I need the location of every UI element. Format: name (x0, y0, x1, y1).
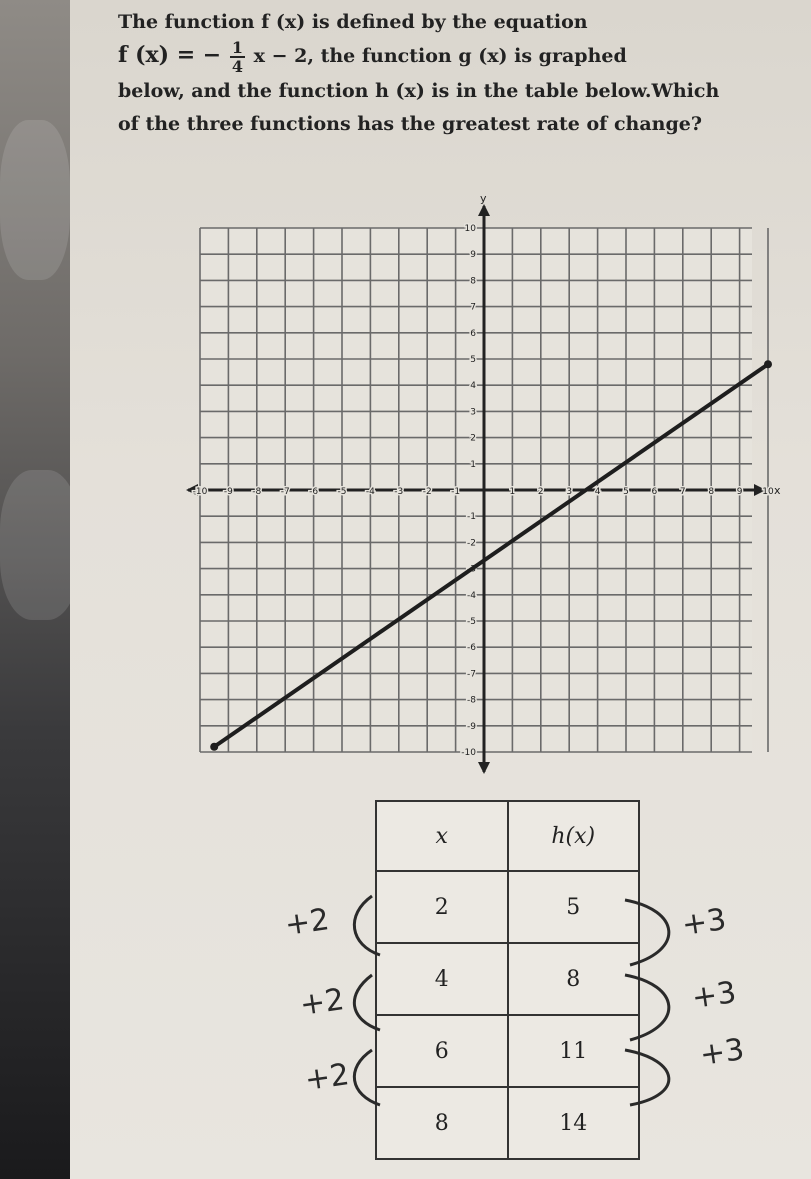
y-tick-label: 1 (470, 459, 476, 470)
x-tick-label: -3 (394, 487, 404, 497)
handwritten-right-3: +3 (697, 1032, 747, 1073)
x-tick-label: -10 (192, 487, 208, 497)
x-tick-label: -7 (280, 487, 290, 497)
y-tick-label: -3 (467, 564, 476, 575)
x-tick-label: 9 (736, 487, 743, 497)
y-tick-label: 6 (470, 328, 476, 339)
x-tick-label: 8 (708, 487, 715, 497)
y-tick-label: 5 (470, 355, 476, 365)
table-cell-x: 4 (376, 943, 508, 1015)
handwritten-left-2: +2 (297, 982, 347, 1023)
handwritten-right-1: +3 (679, 902, 729, 943)
y-axis-label: y (480, 192, 487, 205)
question-line-1: The function f (x) is defined by the equation (118, 11, 588, 33)
fraction-denominator: 4 (231, 57, 244, 76)
y-tick-label: -2 (467, 538, 476, 549)
x-tick-label: -9 (223, 487, 233, 497)
x-tick-label: -1 (451, 487, 461, 497)
x-tick-label: 5 (623, 487, 629, 497)
right-bracket-mark (625, 900, 669, 965)
table-cell-h: 14 (508, 1087, 640, 1159)
table-cell-h: 5 (508, 871, 640, 943)
table-cell-x: 6 (376, 1015, 508, 1087)
equation-lhs: f (x) = − (118, 42, 222, 68)
y-tick-label: -9 (467, 721, 476, 732)
x-tick-label: -8 (252, 487, 262, 497)
table-cell-x: 8 (376, 1087, 508, 1159)
y-tick-label: -7 (467, 669, 476, 680)
left-bracket-mark (354, 975, 380, 1030)
table-header-h: h(x) (508, 801, 640, 871)
y-tick-label: -8 (467, 695, 476, 706)
x-tick-label: 1 (509, 487, 516, 497)
left-bracket-mark (354, 1050, 380, 1105)
y-tick-label: -1 (467, 512, 476, 523)
right-bracket-mark (625, 975, 669, 1040)
x-axis-label: x (774, 484, 781, 497)
x-tick-label: -6 (309, 487, 319, 497)
x-tick-label: -2 (422, 487, 432, 497)
y-tick-label: 8 (470, 276, 476, 287)
y-tick-label: 3 (470, 407, 476, 418)
handwritten-right-2: +3 (689, 975, 739, 1016)
x-tick-label: -4 (365, 487, 375, 497)
y-tick-label: 10 (464, 224, 476, 234)
x-tick-label: 2 (537, 487, 544, 497)
table-cell-h: 8 (508, 943, 640, 1015)
y-tick-label: 9 (470, 250, 476, 261)
y-tick-label: 4 (470, 381, 476, 392)
y-tick-label: -6 (467, 643, 476, 654)
left-bracket-mark (354, 896, 380, 955)
x-tick-label: -5 (337, 487, 347, 497)
y-tick-label: -5 (467, 617, 476, 627)
x-tick-label: 4 (594, 487, 601, 497)
table-header-x: x (376, 801, 508, 871)
fraction-numerator: 1 (231, 38, 244, 57)
y-tick-label: 7 (470, 302, 476, 313)
x-tick-label: 7 (679, 487, 686, 497)
table-cell-x: 2 (376, 871, 508, 943)
y-tick-label: -10 (461, 748, 476, 758)
x-tick-label: 3 (566, 487, 573, 497)
right-bracket-mark (625, 1050, 669, 1105)
y-tick-label: 2 (470, 433, 476, 444)
x-tick-label: 10 (762, 487, 774, 497)
x-tick-label: 6 (651, 487, 658, 497)
equation-rhs: x − 2, the function g (x) is graphed (253, 45, 627, 67)
question-line-4: of the three functions has the greatest rate of change? (118, 113, 702, 135)
question-line-3: below, and the function h (x) is in the table below.Which (118, 80, 720, 102)
handwritten-left-3: +2 (302, 1057, 352, 1098)
y-tick-label: -4 (467, 590, 476, 601)
table-cell-h: 11 (508, 1015, 640, 1087)
handwritten-left-1: +2 (282, 902, 332, 943)
